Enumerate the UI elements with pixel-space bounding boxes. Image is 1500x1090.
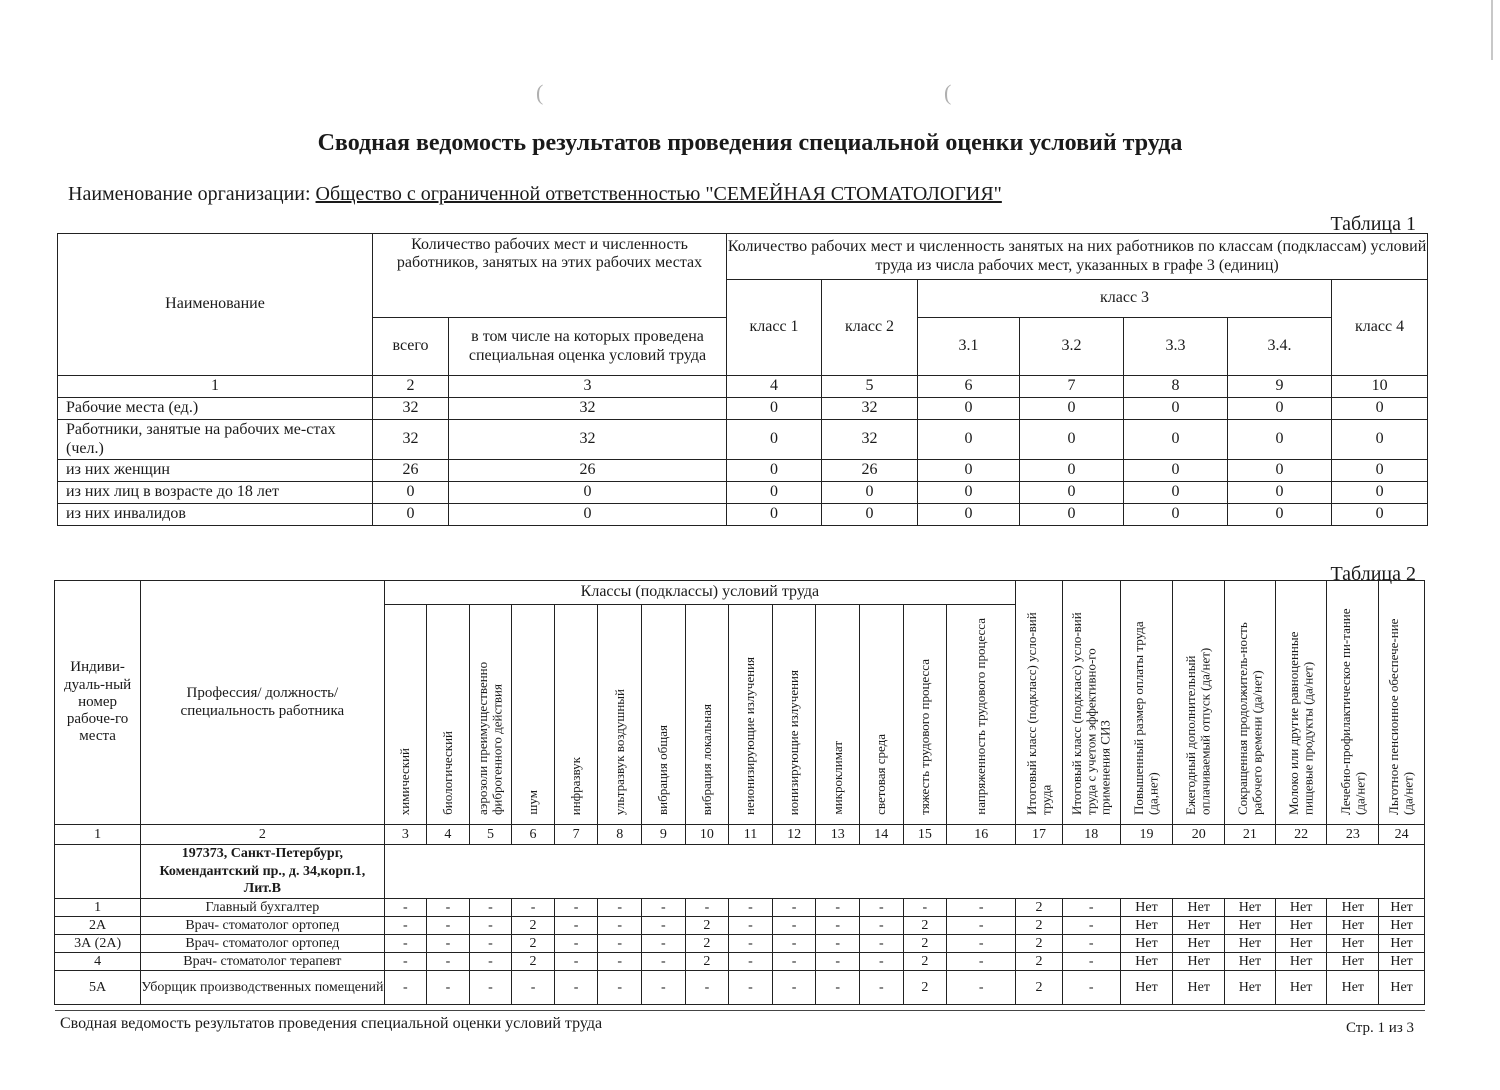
table-cell: 0 — [1124, 482, 1228, 504]
table-cell: Нет — [1327, 935, 1379, 953]
table-cell: - — [947, 953, 1016, 971]
header-factor-label: инфразвук — [567, 756, 583, 815]
header-factor — [642, 605, 686, 825]
header-factor — [947, 605, 1016, 825]
table-cell: Нет — [1379, 971, 1425, 1005]
column-number: 21 — [1225, 825, 1276, 845]
workplace-id: 1 — [55, 899, 141, 917]
table-cell: - — [512, 971, 555, 1005]
table-cell: - — [598, 935, 642, 953]
header-name: Наименование — [58, 234, 373, 376]
table-cell: - — [816, 935, 860, 953]
table-cell: - — [1062, 935, 1120, 953]
column-number: 9 — [1228, 376, 1332, 398]
header-extra-label: Молоко или другие равноценные пищевые продукты (да/нет) — [1285, 631, 1316, 815]
table-cell: - — [427, 899, 470, 917]
header-count: Количество рабочих мест и численность работников, занятых на этих рабочих местах — [373, 234, 727, 318]
header-extra — [1275, 581, 1327, 825]
header-assessed: в том числе на которых проведена специальная оценка условий труда — [449, 318, 727, 376]
header-class4: класс 4 — [1332, 280, 1428, 376]
table-cell: 0 — [727, 420, 822, 460]
table-cell: 0 — [727, 460, 822, 482]
document-title: Сводная ведомость результатов проведения специальной оценки условий труда — [317, 130, 1183, 156]
table-cell: - — [427, 917, 470, 935]
table-cell: 0 — [1124, 460, 1228, 482]
column-number: 18 — [1062, 825, 1120, 845]
header-factor-label: напряженность трудового процесса — [973, 618, 989, 815]
table-row — [55, 917, 1425, 935]
table-cell: Нет — [1173, 917, 1225, 935]
header-factor — [512, 605, 555, 825]
column-number: 9 — [642, 825, 686, 845]
table-cell: - — [729, 935, 773, 953]
table-cell: - — [772, 935, 816, 953]
column-number: 12 — [772, 825, 816, 845]
table-cell: - — [427, 971, 470, 1005]
table-cell: 0 — [373, 482, 449, 504]
column-number: 5 — [469, 825, 512, 845]
table-cell: - — [427, 935, 470, 953]
table-cell: Нет — [1120, 899, 1173, 917]
table-cell: 0 — [1124, 398, 1228, 420]
table-cell: 0 — [1020, 482, 1124, 504]
column-number: 11 — [729, 825, 773, 845]
table-cell: Нет — [1379, 917, 1425, 935]
table-cell: 0 — [1228, 398, 1332, 420]
table-row — [58, 482, 1428, 504]
table-cell: - — [772, 953, 816, 971]
table-cell: 32 — [822, 420, 918, 460]
header-extra — [1379, 581, 1425, 825]
table-cell: 0 — [1020, 420, 1124, 460]
column-number: 3 — [449, 376, 727, 398]
header-3-4: 3.4. — [1228, 318, 1332, 376]
table-cell: 0 — [1228, 482, 1332, 504]
header-extra-label: Ежегодный дополнительный оплачиваемый отпуск (да/нет) — [1183, 647, 1213, 815]
header-extra — [1327, 581, 1379, 825]
column-number: 16 — [947, 825, 1016, 845]
table-cell: - — [816, 953, 860, 971]
table-cell: - — [598, 917, 642, 935]
table-cell: - — [384, 917, 427, 935]
header-extra-label: Итоговый класс (подкласс) усло-вий труда — [1023, 612, 1054, 815]
row-label: из них лиц в возрасте до 18 лет — [58, 482, 373, 504]
table2-caption: Таблица 2 — [1330, 563, 1416, 585]
column-number: 20 — [1173, 825, 1225, 845]
table-cell: Нет — [1275, 953, 1327, 971]
table-cell: 0 — [1020, 398, 1124, 420]
footer-text: Сводная ведомость результатов проведения специальной оценки условий труда — [60, 1015, 603, 1032]
table-cell: 0 — [1332, 504, 1428, 526]
table-cell: 2 — [1016, 971, 1063, 1005]
table-cell: 0 — [727, 398, 822, 420]
header-extra-label: Сокращенная продолжитель-ность рабочего времени (да/нет) — [1234, 622, 1264, 815]
table-cell: Нет — [1327, 953, 1379, 971]
table-cell: Нет — [1379, 899, 1425, 917]
header-factor-label: световая среда — [873, 734, 889, 815]
table-cell: 2 — [903, 917, 947, 935]
table-row — [58, 398, 1428, 420]
column-number: 17 — [1016, 825, 1063, 845]
column-number: 2 — [373, 376, 449, 398]
page-number: Стр. 1 из 3 — [1346, 1020, 1414, 1036]
column-number: 10 — [685, 825, 729, 845]
table-cell: 2 — [512, 953, 555, 971]
table-cell: - — [860, 917, 904, 935]
table-cell: 0 — [449, 482, 727, 504]
table-cell: - — [554, 917, 598, 935]
column-number: 14 — [860, 825, 904, 845]
table-cell: 2 — [903, 953, 947, 971]
table-cell: - — [512, 899, 555, 917]
table-cell: - — [685, 971, 729, 1005]
header-factor-label: химический — [397, 747, 413, 815]
header-factor-label: неионизирующие излучения — [742, 657, 758, 815]
profession: Врач- стоматолог терапевт — [141, 953, 384, 971]
table-cell: 26 — [449, 460, 727, 482]
table-cell: 2 — [903, 935, 947, 953]
table-cell: - — [816, 971, 860, 1005]
table-cell: 26 — [373, 460, 449, 482]
table-cell: - — [554, 953, 598, 971]
workplace-id: 2А — [55, 917, 141, 935]
table-cell: 32 — [822, 398, 918, 420]
header-factor-label: ультразвук воздушный — [611, 688, 627, 815]
header-total: всего — [373, 318, 449, 376]
table-cell: 0 — [918, 504, 1020, 526]
summary-table — [57, 233, 1428, 526]
header-factor — [685, 605, 729, 825]
table-cell: - — [729, 971, 773, 1005]
header-factor — [816, 605, 860, 825]
table-cell: - — [1062, 971, 1120, 1005]
table-cell: 0 — [1020, 460, 1124, 482]
table-cell: 2 — [1016, 917, 1063, 935]
table-cell: 0 — [918, 460, 1020, 482]
table-row — [58, 460, 1428, 482]
table-cell: Нет — [1173, 971, 1225, 1005]
table-cell: Нет — [1327, 899, 1379, 917]
table-row — [55, 971, 1425, 1005]
table-cell: - — [860, 971, 904, 1005]
header-class2: класс 2 — [822, 280, 918, 376]
table-cell: - — [642, 953, 686, 971]
organization-name: Общество с ограниченной ответственностью "СЕМЕЙНАЯ СТОМАТОЛОГИЯ" — [315, 183, 1002, 205]
table-cell: 0 — [1124, 504, 1228, 526]
header-extra-label: Лечебно-профилактическое пи-тание (да/нет) — [1337, 608, 1367, 815]
table-cell: - — [772, 971, 816, 1005]
table-cell: 0 — [1332, 398, 1428, 420]
table-cell: 0 — [1332, 482, 1428, 504]
table-cell: - — [384, 935, 427, 953]
table-cell: - — [772, 899, 816, 917]
table-cell: - — [860, 899, 904, 917]
column-number: 4 — [427, 825, 470, 845]
header-factor-label: биологический — [439, 731, 455, 815]
column-number: 15 — [903, 825, 947, 845]
table-cell: 2 — [903, 971, 947, 1005]
table-row — [58, 504, 1428, 526]
column-number: 1 — [58, 376, 373, 398]
scan-mark: ( — [536, 80, 544, 105]
table-cell: - — [554, 899, 598, 917]
workplace-id: 4 — [55, 953, 141, 971]
table-row — [55, 935, 1425, 953]
table-cell: Нет — [1275, 917, 1327, 935]
header-factor-label: тяжесть трудового процесса — [916, 659, 932, 815]
header-extra — [1173, 581, 1225, 825]
column-number: 23 — [1327, 825, 1379, 845]
scan-mark: ( — [944, 80, 952, 105]
table-cell: - — [903, 899, 947, 917]
table-cell: 2 — [1016, 935, 1063, 953]
header-class3: класс 3 — [918, 280, 1332, 318]
table-cell: Нет — [1225, 899, 1276, 917]
table-cell: 0 — [1332, 420, 1428, 460]
table-cell: Нет — [1275, 971, 1327, 1005]
table-cell: - — [1062, 953, 1120, 971]
table-cell: - — [816, 899, 860, 917]
header-3-1: 3.1 — [918, 318, 1020, 376]
table-cell: - — [469, 917, 512, 935]
column-number: 4 — [727, 376, 822, 398]
table-cell: Нет — [1173, 953, 1225, 971]
column-number: 8 — [1124, 376, 1228, 398]
header-factor-label: аэрозоли преимущественно фиброгенного действия — [475, 661, 505, 815]
table-row — [55, 899, 1425, 917]
scan-edge-line — [1491, 0, 1493, 60]
table-cell: Нет — [1327, 917, 1379, 935]
column-number: 10 — [1332, 376, 1428, 398]
table-cell: - — [1062, 917, 1120, 935]
column-number: 5 — [822, 376, 918, 398]
table-cell: 32 — [373, 420, 449, 460]
table-cell: Нет — [1120, 953, 1173, 971]
table-cell: 2 — [512, 917, 555, 935]
profession: Главный бухгалтер — [141, 899, 384, 917]
profession: Уборщик производственных помещений — [141, 971, 384, 1005]
header-factor — [903, 605, 947, 825]
header-factor — [469, 605, 512, 825]
table-cell: - — [598, 899, 642, 917]
table-cell: Нет — [1173, 899, 1225, 917]
table-cell: - — [729, 917, 773, 935]
header-factor — [598, 605, 642, 825]
table-cell: 32 — [373, 398, 449, 420]
header-factor-label: ионизирующие излучения — [785, 669, 801, 815]
table-cell: Нет — [1225, 953, 1276, 971]
header-extra-label: Итоговый класс (подкласс) усло-вий труда с учетом эффективно-го применения СИЗ — [1068, 612, 1113, 815]
table-cell: - — [598, 953, 642, 971]
table-cell: 0 — [918, 482, 1020, 504]
header-workplace-id: Индиви-дуаль-ный номер рабоче-го места — [55, 581, 141, 825]
table-cell: - — [554, 971, 598, 1005]
table-cell: - — [642, 971, 686, 1005]
table-cell: 26 — [822, 460, 918, 482]
table-cell: Нет — [1225, 917, 1276, 935]
table-cell: - — [772, 917, 816, 935]
column-number: 6 — [512, 825, 555, 845]
header-profession: Профессия/ должность/ специальность работника — [141, 581, 384, 825]
table-cell: 0 — [918, 420, 1020, 460]
column-number: 2 — [141, 825, 384, 845]
header-work-condition-classes: Классы (подклассы) условий труда — [384, 581, 1016, 605]
table-cell: 2 — [685, 935, 729, 953]
table-cell: - — [469, 971, 512, 1005]
table-cell: 0 — [918, 398, 1020, 420]
column-numbers-row — [58, 376, 1428, 398]
table-cell: - — [642, 917, 686, 935]
table-cell: - — [947, 917, 1016, 935]
column-number: 24 — [1379, 825, 1425, 845]
column-number: 6 — [918, 376, 1020, 398]
organization-line — [68, 183, 1002, 206]
table-cell: - — [947, 971, 1016, 1005]
column-number: 19 — [1120, 825, 1173, 845]
table-cell: - — [860, 953, 904, 971]
header-factor — [554, 605, 598, 825]
table-cell: - — [642, 899, 686, 917]
table-cell: 0 — [1228, 460, 1332, 482]
table-cell: 2 — [685, 917, 729, 935]
table-cell: 0 — [1332, 460, 1428, 482]
column-numbers-row — [55, 825, 1425, 845]
header-factor — [729, 605, 773, 825]
header-classes: Количество рабочих мест и численность занятых на них работников по классам (подклассам) условий труда из числа рабочих мест, указанных в графе 3 (единиц) — [727, 234, 1428, 280]
table1-caption: Таблица 1 — [1330, 213, 1416, 235]
table-cell: Нет — [1379, 935, 1425, 953]
table-cell: 0 — [822, 504, 918, 526]
table-cell: Нет — [1327, 971, 1379, 1005]
table-cell: - — [685, 899, 729, 917]
header-extra — [1062, 581, 1120, 825]
header-extra-label: Повышенный размер оплаты труда (да,нет) — [1131, 621, 1161, 815]
table-row — [55, 953, 1425, 971]
table-cell: - — [384, 953, 427, 971]
workplace-id: 3А (2А) — [55, 935, 141, 953]
table-cell: - — [427, 953, 470, 971]
header-factor-label: вибрация локальная — [698, 703, 714, 815]
header-extra-label: Льготное пенсионное обеспече-ние (да/нет) — [1386, 618, 1416, 815]
table-cell: - — [816, 917, 860, 935]
header-factor — [772, 605, 816, 825]
table-cell: Нет — [1120, 917, 1173, 935]
table-cell: - — [554, 935, 598, 953]
header-3-2: 3.2 — [1020, 318, 1124, 376]
row-label: Рабочие места (ед.) — [58, 398, 373, 420]
table-cell: 32 — [449, 420, 727, 460]
table-cell: Нет — [1120, 971, 1173, 1005]
column-number: 8 — [598, 825, 642, 845]
table-cell: 0 — [373, 504, 449, 526]
header-factor-label: шум — [524, 790, 540, 815]
workplace-id: 5А — [55, 971, 141, 1005]
table-cell: - — [860, 935, 904, 953]
table-cell: Нет — [1379, 953, 1425, 971]
table-cell: - — [729, 899, 773, 917]
table-cell: Нет — [1275, 935, 1327, 953]
row-label: из них женщин — [58, 460, 373, 482]
table-cell: Нет — [1225, 971, 1276, 1005]
table-cell: 2 — [512, 935, 555, 953]
workplaces-table — [54, 580, 1425, 1005]
column-number: 22 — [1275, 825, 1327, 845]
profession: Врач- стоматолог ортопед — [141, 935, 384, 953]
table-cell: 0 — [727, 504, 822, 526]
table-cell: 0 — [449, 504, 727, 526]
header-extra — [1016, 581, 1063, 825]
row-label: Работники, занятые на рабочих ме-стах (чел.) — [58, 420, 373, 460]
table-row — [58, 420, 1428, 460]
column-number: 1 — [55, 825, 141, 845]
header-extra — [1225, 581, 1276, 825]
column-number: 7 — [1020, 376, 1124, 398]
header-factor — [427, 605, 470, 825]
column-number: 7 — [554, 825, 598, 845]
table-cell: - — [384, 971, 427, 1005]
table-cell: - — [469, 899, 512, 917]
organization-label: Наименование организации: — [68, 183, 311, 205]
table-cell: - — [729, 953, 773, 971]
table-cell: - — [384, 899, 427, 917]
table-cell: 2 — [1016, 953, 1063, 971]
header-factor-label: микроклимат — [829, 741, 845, 815]
table-cell: 32 — [449, 398, 727, 420]
table-cell: 0 — [1124, 420, 1228, 460]
profession: Врач- стоматолог ортопед — [141, 917, 384, 935]
table-cell: 2 — [1016, 899, 1063, 917]
header-factor — [384, 605, 427, 825]
header-factor-label: вибрация общая — [655, 725, 671, 815]
header-class1: класс 1 — [727, 280, 822, 376]
table-cell: Нет — [1275, 899, 1327, 917]
footer-divider — [55, 1010, 1425, 1011]
table-cell: Нет — [1225, 935, 1276, 953]
table-cell: - — [947, 899, 1016, 917]
table-cell: - — [642, 935, 686, 953]
table-cell: 0 — [822, 482, 918, 504]
table-cell: - — [947, 935, 1016, 953]
table-cell: - — [469, 935, 512, 953]
header-3-3: 3.3 — [1124, 318, 1228, 376]
table-cell: 0 — [1228, 504, 1332, 526]
row-label: из них инвалидов — [58, 504, 373, 526]
header-extra — [1120, 581, 1173, 825]
column-number: 13 — [816, 825, 860, 845]
column-number: 3 — [384, 825, 427, 845]
table-cell: - — [469, 953, 512, 971]
table-cell: Нет — [1173, 935, 1225, 953]
table-cell: 0 — [1228, 420, 1332, 460]
workplace-address: 197373, Санкт-Петербург, Комендантский пр., д. 34,корп.1, Лит.В — [141, 845, 384, 899]
table-cell: - — [598, 971, 642, 1005]
table-cell: 0 — [727, 482, 822, 504]
table-cell: Нет — [1120, 935, 1173, 953]
header-factor — [860, 605, 904, 825]
table-cell: - — [1062, 899, 1120, 917]
table-cell: 0 — [1020, 504, 1124, 526]
table-cell: 2 — [685, 953, 729, 971]
